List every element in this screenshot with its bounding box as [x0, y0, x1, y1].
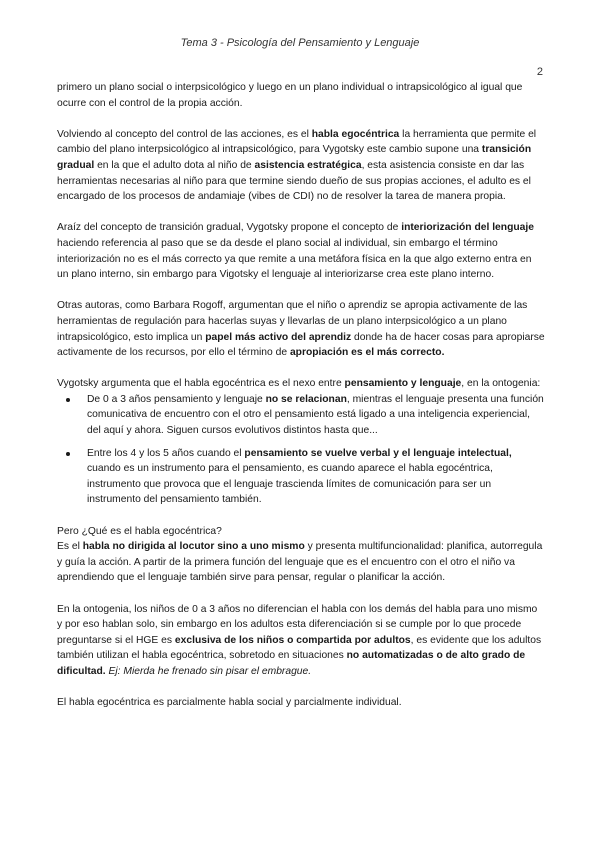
page-number: 2: [536, 66, 543, 78]
bullet-list: [57, 392, 545, 508]
list-item: Entre los 4 y los 5 años cuando el pensamiento se vuelve verbal y el lenguaje intelectual, cuando es un instrumento para el pensamiento, es cuando aparece el habla egocéntrica, instrumento que provoca que el lenguaje trascienda límites de comunicación para ser un instrumento del pensamiento también.: [87, 446, 545, 508]
paragraph: El habla egocéntrica es parcialmente habla social y parcialmente individual.: [57, 697, 402, 709]
paragraph: Volviendo al concepto del control de las acciones, es el habla egocéntrica la herramienta que permite el cambio del plano interpsicológico al intrapsicológico, para Vygotsky este cambio supone una transición gradual en la que el adulto dota al niño de asistencia estratégica, esta asistencia consiste en dar las herramientas necesarias al niño para que termine siendo dueño de sus propias acciones, el adulto es el encargado de los procesos de andamiaje (vibes de CDI) no de resolver la tarea de manera propia.: [57, 128, 537, 203]
document-body: [57, 80, 545, 726]
paragraph: Vygotsky argumenta que el habla egocéntrica es el nexo entre pensamiento y lenguaje, en la ontogenia:: [57, 378, 541, 390]
page-header: Tema 3 - Psicología del Pensamiento y Lenguaje: [180, 37, 420, 49]
paragraph: En la ontogenia, los niños de 0 a 3 años no diferencian el habla con los demás del habla para uno mismo y por eso hablan solo, sin embargo en los adultos esta diferenciación si se cumple por lo que procede preguntarse si el HGE es exclusiva de los niños o compartida por adultos, es evidente que los adultos también utilizan el habla egocéntrica, sobretodo en situaciones no automatizadas o de alto grado de dificultad. Ej: Mierda he frenado sin pisar el embrague.: [57, 603, 542, 677]
paragraph: Araíz del concepto de transición gradual, Vygotsky propone el concepto de interiorización del lenguaje haciendo referencia al paso que se da desde el plano social al individual, sin embargo el término interiorización no es el más correcto ya que remite a una metáfora física en la que algo externo entra en un plano interno, sin embargo para Vigotsky el lenguaje al interiorizarse crea este plano interno.: [57, 222, 534, 281]
paragraph: Es el habla no dirigida al locutor sino a uno mismo y presenta multifuncionalidad: planifica, autorregula y guía la acción. A partir de la primera función del lenguaje que es el encuentro con el otro el niño va aprendiendo que el lenguaje también sirve para pensar, regular o planificar la acción.: [57, 541, 543, 584]
question-line: Pero ¿Qué es el habla egocéntrica?: [57, 525, 222, 537]
list-item: De 0 a 3 años pensamiento y lenguaje no se relacionan, mientras el lenguaje presenta una función comunicativa de encuentro con el otro el pensamiento está ligado a una inteligencia experiencial, del aquí y ahora. Siguen cursos evolutivos distintos hasta que...: [87, 392, 545, 439]
paragraph: Otras autoras, como Barbara Rogoff, argumentan que el niño o aprendiz se apropia activamente de las herramientas de regulación para hacerlas suyas y llevarlas de un plano interpsicológico a un plano intrapsicológico, esto implica un papel más activo del aprendiz donde ha de hacer cosas para apropiarse activamente de los recursos, por ello el término de apropiación es el más correcto.: [57, 300, 545, 359]
paragraph: primero un plano social o interpsicológico y luego en un plano individual o intrapsicológico al igual que ocurre con el control de la propia acción.: [57, 82, 523, 109]
